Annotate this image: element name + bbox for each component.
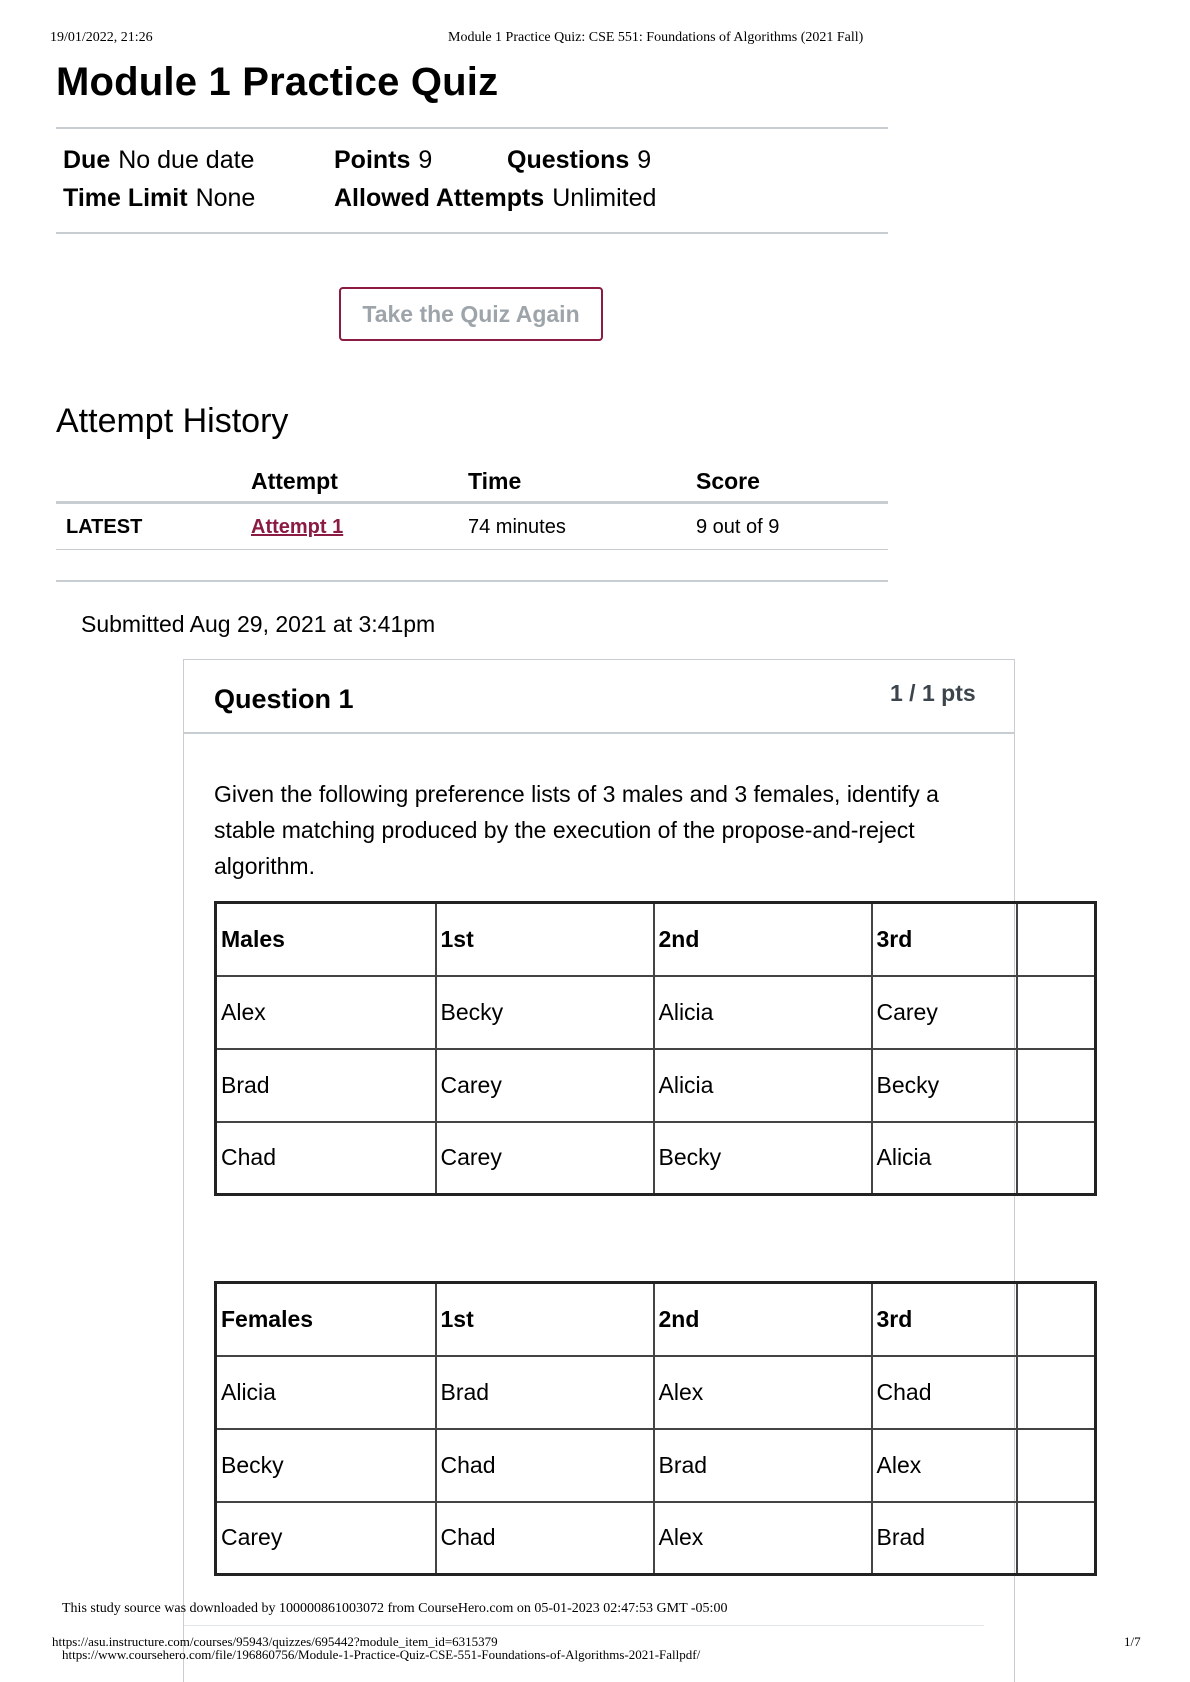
table-cell: Carey bbox=[872, 976, 1017, 1049]
table-cell: Alex bbox=[872, 1429, 1017, 1502]
table-cell: Brad bbox=[216, 1049, 436, 1122]
question-title: Question 1 bbox=[214, 684, 354, 714]
table-cell bbox=[1017, 1429, 1096, 1502]
divider bbox=[184, 1625, 984, 1626]
page-title: Module 1 Practice Quiz bbox=[56, 60, 499, 104]
questions-label: Questions bbox=[507, 146, 630, 174]
question-points: 1 / 1 pts bbox=[890, 680, 976, 706]
footer-source-url: https://www.coursehero.com/file/196860756/Module-1-Practice-Quiz-CSE-551-Foundations-of-Algorithms-2021-Fallpdf/ bbox=[62, 1647, 701, 1662]
table-cell: Carey bbox=[436, 1122, 654, 1195]
divider bbox=[56, 580, 888, 582]
footer-page-url: https://asu.instructure.com/courses/95943/quizzes/695442?module_item_id=6315379 bbox=[52, 1634, 498, 1649]
attempt-history-heading: Attempt History bbox=[56, 402, 289, 440]
table-cell: Chad bbox=[436, 1502, 654, 1575]
table-row-divider bbox=[56, 549, 888, 550]
study-source-notice: This study source was downloaded by 100000861003072 from CourseHero.com on 05-01-2023 02:47:53 GMT -05:00 bbox=[62, 1601, 728, 1616]
table-cell: Brad bbox=[872, 1502, 1017, 1575]
table-row bbox=[216, 1502, 1096, 1575]
table-cell: Alicia bbox=[872, 1122, 1017, 1195]
time-limit-value: None bbox=[195, 184, 256, 212]
table-row bbox=[216, 1122, 1096, 1195]
table-cell bbox=[1017, 1283, 1096, 1356]
table-cell: Males bbox=[216, 903, 436, 976]
table-row bbox=[216, 976, 1096, 1049]
table-cell: Becky bbox=[216, 1429, 436, 1502]
table-row bbox=[216, 1049, 1096, 1122]
table-cell: Alex bbox=[216, 976, 436, 1049]
question-text: Given the following preference lists of 3 males and 3 females, identify a stable matching produced by the execution of the propose-and-reject algorithm. bbox=[214, 781, 939, 879]
take-quiz-again-button[interactable]: Take the Quiz Again bbox=[339, 287, 603, 341]
time-limit-label: Time Limit bbox=[63, 184, 188, 212]
page-number: 1/7 bbox=[1124, 1634, 1141, 1649]
females-preference-table bbox=[214, 1281, 1097, 1576]
table-cell: Brad bbox=[654, 1429, 872, 1502]
divider bbox=[56, 232, 888, 234]
table-cell: Becky bbox=[436, 976, 654, 1049]
divider bbox=[56, 127, 888, 129]
table-cell: 3rd bbox=[872, 1283, 1017, 1356]
print-page-title: Module 1 Practice Quiz: CSE 551: Foundations of Algorithms (2021 Fall) bbox=[448, 30, 864, 45]
table-cell bbox=[1017, 1502, 1096, 1575]
table-cell: 3rd bbox=[872, 903, 1017, 976]
table-header-row bbox=[216, 1283, 1096, 1356]
questions-info bbox=[507, 146, 651, 175]
due-info bbox=[63, 146, 254, 175]
table-cell: Alicia bbox=[654, 1049, 872, 1122]
table-cell: Chad bbox=[872, 1356, 1017, 1429]
table-cell: Chad bbox=[216, 1122, 436, 1195]
table-cell: Alex bbox=[654, 1502, 872, 1575]
column-header-time: Time bbox=[468, 468, 522, 494]
points-label: Points bbox=[334, 146, 411, 174]
table-cell: 1st bbox=[436, 1283, 654, 1356]
points-value: 9 bbox=[418, 146, 433, 174]
points-info bbox=[334, 146, 432, 175]
table-header-divider bbox=[56, 501, 888, 504]
table-cell: Carey bbox=[436, 1049, 654, 1122]
questions-value: 9 bbox=[637, 146, 652, 174]
table-cell: Females bbox=[216, 1283, 436, 1356]
table-cell bbox=[1017, 1122, 1096, 1195]
table-row bbox=[216, 1429, 1096, 1502]
column-header-attempt: Attempt bbox=[251, 468, 338, 494]
table-cell: Carey bbox=[216, 1502, 436, 1575]
attempt-time: 74 minutes bbox=[468, 516, 566, 538]
table-cell: Alicia bbox=[654, 976, 872, 1049]
table-cell: Chad bbox=[436, 1429, 654, 1502]
attempt-score: 9 out of 9 bbox=[696, 516, 780, 538]
table-cell: Alex bbox=[654, 1356, 872, 1429]
table-cell: Becky bbox=[654, 1122, 872, 1195]
print-datetime: 19/01/2022, 21:26 bbox=[50, 30, 153, 45]
table-cell: Becky bbox=[872, 1049, 1017, 1122]
table-row bbox=[216, 1356, 1096, 1429]
table-cell: 1st bbox=[436, 903, 654, 976]
due-label: Due bbox=[63, 146, 111, 174]
table-cell bbox=[1017, 1356, 1096, 1429]
column-header-score: Score bbox=[696, 468, 760, 494]
submitted-timestamp: Submitted Aug 29, 2021 at 3:41pm bbox=[81, 611, 436, 637]
table-cell: 2nd bbox=[654, 903, 872, 976]
males-preference-table bbox=[214, 901, 1097, 1196]
latest-label: LATEST bbox=[66, 516, 143, 538]
attempts-info bbox=[334, 184, 656, 213]
table-cell: Alicia bbox=[216, 1356, 436, 1429]
table-cell: Brad bbox=[436, 1356, 654, 1429]
table-cell bbox=[1017, 903, 1096, 976]
table-cell: 2nd bbox=[654, 1283, 872, 1356]
table-cell bbox=[1017, 976, 1096, 1049]
table-cell bbox=[1017, 1049, 1096, 1122]
attempts-label: Allowed Attempts bbox=[334, 184, 545, 212]
table-header-row bbox=[216, 903, 1096, 976]
attempt-1-link[interactable]: Attempt 1 bbox=[251, 516, 344, 538]
attempts-value: Unlimited bbox=[552, 184, 657, 212]
time-limit-info bbox=[63, 184, 255, 213]
due-value: No due date bbox=[118, 146, 255, 174]
